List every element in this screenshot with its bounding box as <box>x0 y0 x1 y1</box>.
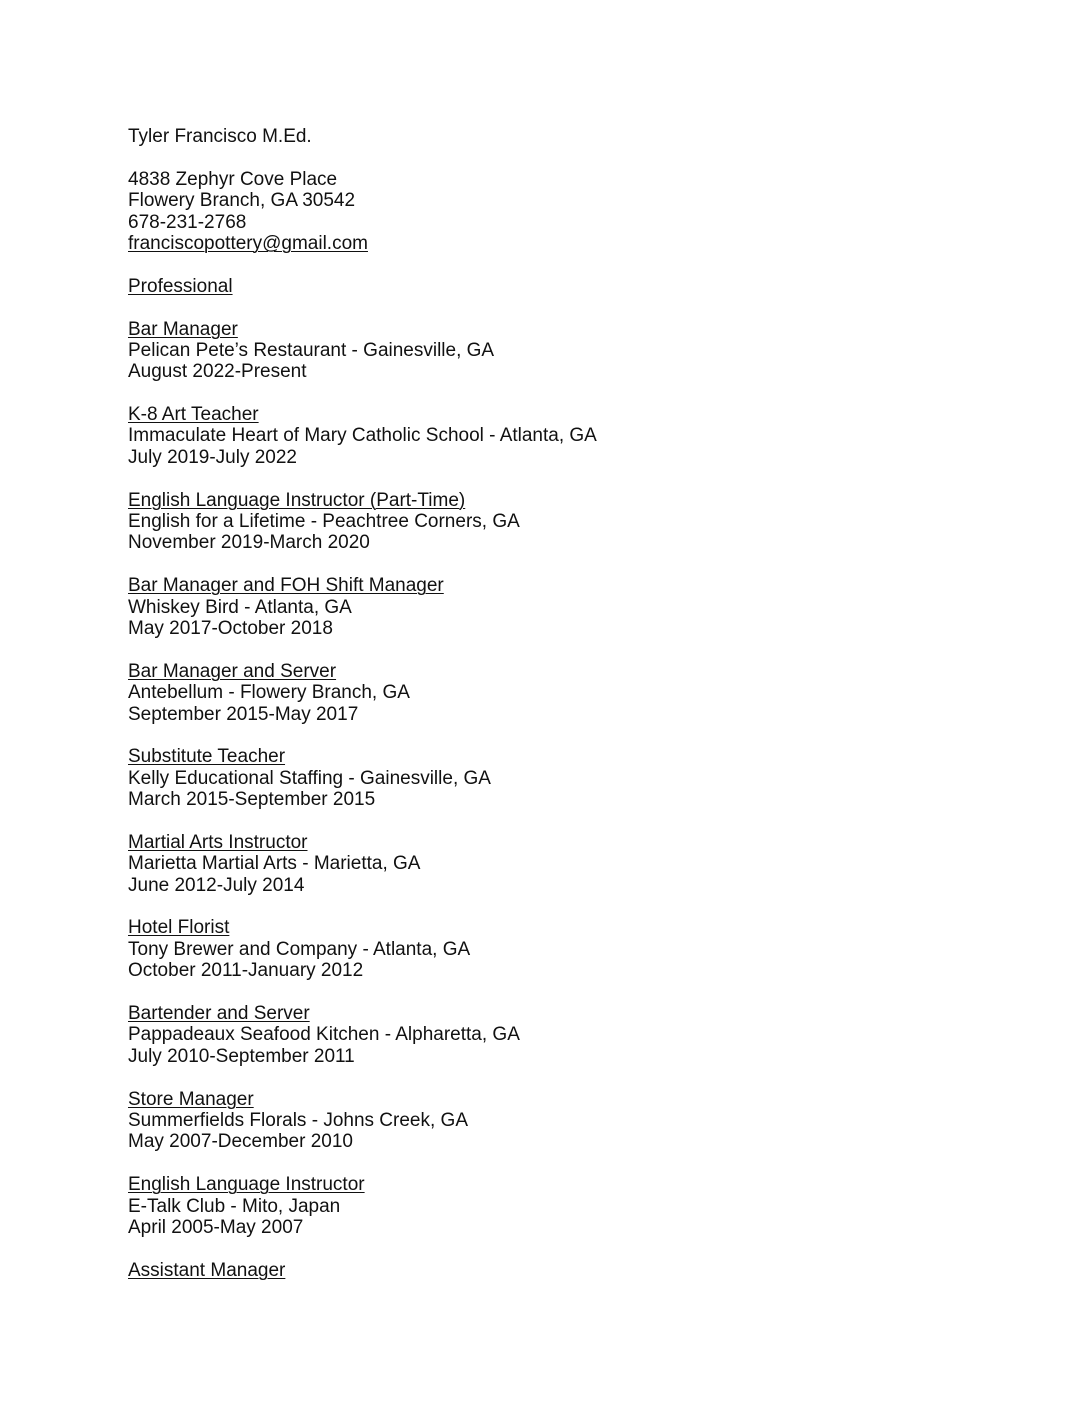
phone-number: 678-231-2768 <box>128 211 247 233</box>
spacer <box>128 468 988 489</box>
job-employer: Antebellum - Flowery Branch, GA <box>128 682 410 704</box>
job-dates: June 2012-July 2014 <box>128 874 305 896</box>
job-dates: May 2017-October 2018 <box>128 617 333 639</box>
job-title: Bar Manager and Server <box>128 660 337 682</box>
job-title: English Language Instructor (Part-Time) <box>128 489 466 511</box>
job-title: Bartender and Server <box>128 1003 310 1025</box>
spacer <box>128 639 988 660</box>
email-link[interactable]: franciscopottery@gmail.com <box>128 232 368 254</box>
job-entry <box>128 319 988 405</box>
job-title: Bar Manager <box>128 318 238 340</box>
job-entry <box>128 746 988 832</box>
job-employer: Pelican Pete’s Restaurant - Gainesville, GA <box>128 339 495 361</box>
spacer <box>128 383 988 404</box>
job-employer: Pappadeaux Seafood Kitchen - Alpharetta, GA <box>128 1024 520 1046</box>
job-title: Bar Manager and FOH Shift Manager <box>128 575 444 597</box>
resume-content <box>128 126 988 1281</box>
section-heading: Professional <box>128 275 233 297</box>
job-dates: May 2007-December 2010 <box>128 1131 353 1153</box>
job-dates: October 2011-January 2012 <box>128 960 364 982</box>
job-entry <box>128 575 988 661</box>
spacer <box>128 297 988 318</box>
job-employer: Tony Brewer and Company - Atlanta, GA <box>128 938 471 960</box>
job-title-line <box>128 319 988 340</box>
job-title-line <box>128 746 988 767</box>
job-entry <box>128 1174 988 1260</box>
address-line-1: 4838 Zephyr Cove Place <box>128 168 338 190</box>
job-employer: Immaculate Heart of Mary Catholic School - Atlanta, GA <box>128 425 597 447</box>
spacer <box>128 1238 988 1259</box>
spacer <box>128 896 988 917</box>
job-title-line <box>128 661 988 682</box>
job-dates: July 2010-September 2011 <box>128 1045 355 1067</box>
job-entry <box>128 1089 988 1175</box>
job-employer: Whiskey Bird - Atlanta, GA <box>128 596 352 618</box>
job-entry <box>128 1003 988 1089</box>
job-title-line <box>128 832 988 853</box>
job-dates: August 2022-Present <box>128 361 307 383</box>
job-entry <box>128 490 988 576</box>
address-line-2: Flowery Branch, GA 30542 <box>128 190 356 212</box>
job-title-line <box>128 1089 988 1110</box>
job-dates: July 2019-July 2022 <box>128 446 297 468</box>
spacer <box>128 254 988 275</box>
job-entry <box>128 404 988 490</box>
applicant-name: Tyler Francisco M.Ed. <box>128 126 312 147</box>
spacer <box>128 982 988 1003</box>
job-dates: April 2005-May 2007 <box>128 1216 304 1238</box>
job-title-line <box>128 404 988 425</box>
job-dates: September 2015-May 2017 <box>128 703 359 725</box>
job-entry <box>128 661 988 747</box>
job-title-line <box>128 917 988 938</box>
job-title: K-8 Art Teacher <box>128 404 259 426</box>
spacer <box>128 725 988 746</box>
spacer <box>128 1153 988 1174</box>
job-employer: Marietta Martial Arts - Marietta, GA <box>128 853 421 875</box>
job-title: Martial Arts Instructor <box>128 831 308 853</box>
spacer <box>128 554 988 575</box>
spacer <box>128 811 988 832</box>
job-title-line <box>128 575 988 596</box>
spacer <box>128 1067 988 1088</box>
job-title: Store Manager <box>128 1088 254 1110</box>
spacer <box>128 147 988 168</box>
job-employer: Summerfields Florals - Johns Creek, GA <box>128 1109 468 1131</box>
job-employer: English for a Lifetime - Peachtree Corners, GA <box>128 511 520 533</box>
job-employer: Kelly Educational Staffing - Gainesville, GA <box>128 767 491 789</box>
job-title-line <box>128 1174 988 1195</box>
job-title-line <box>128 1260 988 1281</box>
job-title-line <box>128 1003 988 1024</box>
job-title: Hotel Florist <box>128 917 230 939</box>
job-employer: E-Talk Club - Mito, Japan <box>128 1195 341 1217</box>
email-line <box>128 233 988 254</box>
job-title: Assistant Manager <box>128 1259 286 1281</box>
job-dates: November 2019-March 2020 <box>128 532 370 554</box>
job-title-line <box>128 490 988 511</box>
job-title: Substitute Teacher <box>128 746 286 768</box>
job-entry <box>128 832 988 918</box>
job-dates: March 2015-September 2015 <box>128 789 376 811</box>
job-title: English Language Instructor <box>128 1174 365 1196</box>
section-heading-line <box>128 276 988 297</box>
job-entry <box>128 917 988 1003</box>
